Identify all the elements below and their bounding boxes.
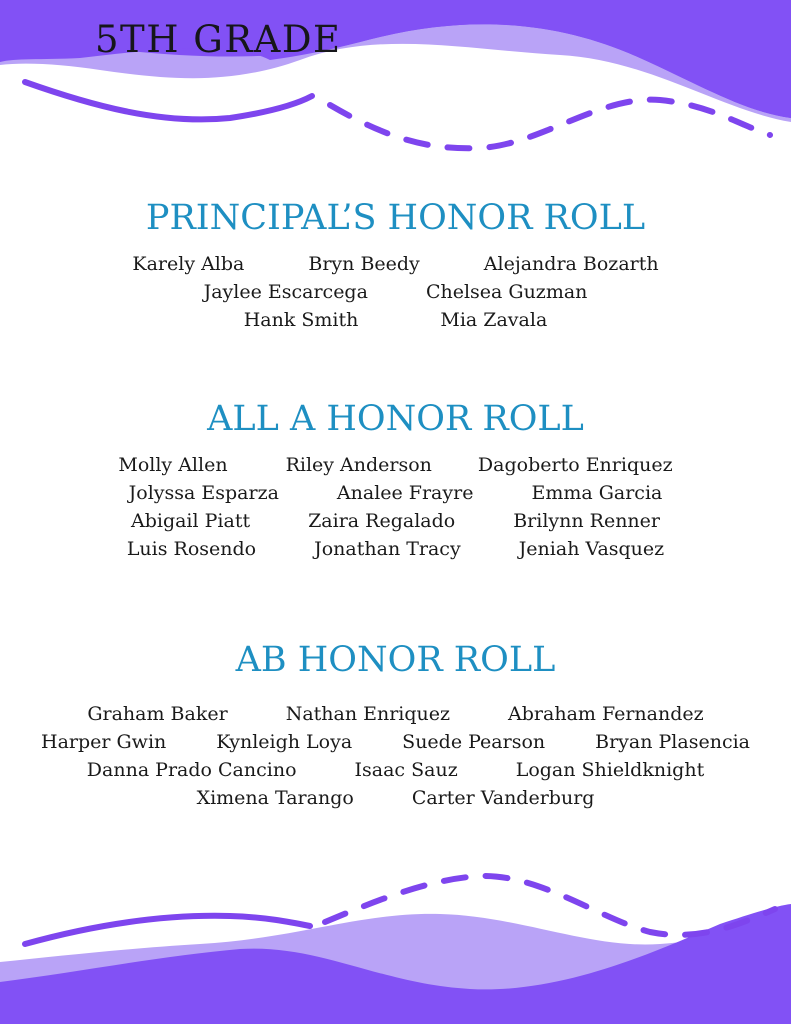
name-row (0, 728, 791, 756)
ab-honor-roll-heading: AB HONOR ROLL (235, 640, 556, 680)
all-a-honor-roll-section (0, 399, 791, 563)
student-name: Bryan Plasencia (595, 731, 750, 753)
principals-honor-roll-heading: PRINCIPAL’S HONOR ROLL (145, 198, 646, 238)
name-row (0, 278, 791, 306)
student-name: Chelsea Guzman (425, 281, 588, 303)
student-name: Jolyssa Esparza (128, 482, 279, 504)
student-name: Karely Alba (132, 253, 245, 275)
student-name: Brilynn Renner (513, 510, 660, 532)
principals-honor-roll-names (0, 250, 791, 334)
student-name: Analee Frayre (336, 482, 474, 504)
student-name: Danna Prado Cancino (86, 759, 297, 781)
student-name: Luis Rosendo (126, 538, 257, 560)
student-name: Suede Pearson (402, 731, 546, 753)
student-name: Hank Smith (243, 309, 359, 331)
student-name: Nathan Enriquez (285, 703, 451, 725)
all-a-honor-roll-names (0, 451, 791, 563)
student-name: Emma Garcia (531, 482, 663, 504)
name-row (0, 784, 791, 812)
student-name: Logan Shieldknight (515, 759, 705, 781)
student-name: Graham Baker (87, 703, 228, 725)
student-name: Zaira Regalado (308, 510, 456, 532)
student-name: Isaac Sauz (354, 759, 458, 781)
student-name: Mia Zavala (440, 309, 548, 331)
student-name: Carter Vanderburg (411, 787, 595, 809)
ab-honor-roll-names (0, 700, 791, 812)
name-row (0, 306, 791, 334)
name-row (0, 507, 791, 535)
ab-honor-roll-section (0, 640, 791, 812)
bottom-wave-decoration (0, 864, 791, 1024)
name-row (0, 756, 791, 784)
principals-honor-roll-section (0, 198, 791, 334)
student-name: Jonathan Tracy (314, 538, 461, 560)
name-row (0, 479, 791, 507)
student-name: Harper Gwin (41, 731, 167, 753)
student-name: Abraham Fernandez (508, 703, 704, 725)
student-name: Dagoberto Enriquez (477, 454, 673, 476)
student-name: Ximena Tarango (196, 787, 354, 809)
name-row (0, 250, 791, 278)
student-name: Molly Allen (118, 454, 228, 476)
name-row (0, 451, 791, 479)
name-row (0, 535, 791, 563)
student-name: Abigail Piatt (130, 510, 251, 532)
student-name: Riley Anderson (285, 454, 432, 476)
student-name: Jaylee Escarcega (203, 281, 368, 303)
name-row (0, 700, 791, 728)
page-title: 5TH GRADE (95, 18, 342, 61)
student-name: Jeniah Vasquez (518, 538, 665, 560)
student-name: Bryn Beedy (308, 253, 420, 275)
student-name: Kynleigh Loya (216, 731, 353, 753)
all-a-honor-roll-heading: ALL A HONOR ROLL (207, 399, 584, 439)
student-name: Alejandra Bozarth (483, 253, 659, 275)
